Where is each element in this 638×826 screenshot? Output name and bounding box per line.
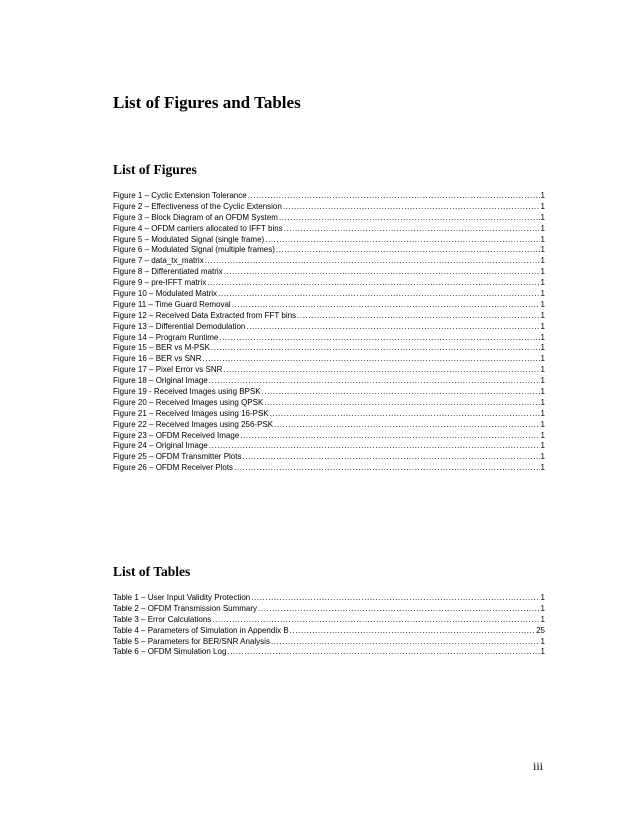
table-entry-label: Table 1 – User Input Validity Protection bbox=[113, 593, 251, 602]
figure-entry-label: Figure 25 – OFDM Transmitter Plots bbox=[113, 452, 242, 462]
figure-entry[interactable] bbox=[113, 420, 545, 431]
figure-entry[interactable] bbox=[113, 398, 545, 409]
figure-entry[interactable] bbox=[113, 202, 545, 213]
dot-leader bbox=[205, 256, 540, 267]
figure-entry[interactable] bbox=[113, 343, 545, 354]
dot-leader bbox=[212, 615, 539, 626]
figure-entry-page: 1 bbox=[540, 212, 545, 222]
figure-entry-label: Figure 7 – data_tx_matrix bbox=[113, 256, 204, 266]
figure-entry-page: 1 bbox=[540, 321, 545, 331]
tables-list bbox=[113, 593, 545, 658]
figure-entry-page: 1 bbox=[540, 289, 545, 299]
dot-leader bbox=[219, 333, 539, 344]
table-entry-page: 1 bbox=[540, 614, 545, 624]
figure-entry-label: Figure 18 – Original Image bbox=[113, 376, 208, 386]
figure-entry-label: Figure 16 – BER vs SNR bbox=[113, 354, 202, 364]
figure-entry-page: 1 bbox=[540, 408, 545, 418]
dot-leader bbox=[258, 604, 540, 615]
dot-leader bbox=[283, 202, 540, 213]
figure-entry-page: 1 bbox=[540, 299, 545, 309]
figure-entry-label: Figure 17 – Pixel Error vs SNR bbox=[113, 365, 223, 375]
dot-leader bbox=[209, 376, 540, 387]
figure-entry-label: Figure 8 – Differentiated matrix bbox=[113, 267, 223, 277]
figure-entry-page: 1 bbox=[540, 223, 545, 233]
table-entry-page: 1 bbox=[540, 593, 545, 602]
figure-entry-page: 1 bbox=[540, 387, 545, 397]
dot-leader bbox=[227, 647, 539, 658]
figures-heading: List of Figures bbox=[113, 162, 197, 177]
figure-entry-page: 1 bbox=[540, 441, 545, 451]
page-title: List of Figures and Tables bbox=[113, 93, 301, 112]
figure-entry-page: 1 bbox=[540, 397, 545, 407]
dot-leader bbox=[284, 224, 540, 235]
table-entry[interactable] bbox=[113, 626, 545, 637]
figure-entry[interactable] bbox=[113, 322, 545, 333]
dot-leader bbox=[209, 441, 540, 452]
dot-leader bbox=[246, 322, 539, 333]
figure-entry-page: 1 bbox=[540, 343, 545, 353]
figure-entry-label: Figure 26 – OFDM Receiver Plots bbox=[113, 463, 234, 473]
table-entry[interactable] bbox=[113, 593, 545, 604]
dot-leader bbox=[290, 626, 535, 637]
figure-entry-label: Figure 4 – OFDM carriers allocated to IFFT bins bbox=[113, 223, 283, 233]
figure-entry-label: Figure 24 – Original Image bbox=[113, 441, 208, 451]
figure-entry-label: Figure 5 – Modulated Signal (single frame) bbox=[113, 234, 265, 244]
dot-leader bbox=[202, 354, 539, 365]
figure-entry[interactable] bbox=[113, 278, 545, 289]
table-entry-page: 1 bbox=[540, 647, 545, 657]
figure-entry-page: 1 bbox=[540, 234, 545, 244]
dot-leader bbox=[207, 278, 539, 289]
figure-entry-label: Figure 3 – Block Diagram of an OFDM System bbox=[113, 212, 278, 222]
dot-leader bbox=[224, 267, 540, 278]
dot-leader bbox=[211, 343, 540, 354]
dot-leader bbox=[251, 593, 539, 604]
figure-entry-label: Figure 1 – Cyclic Extension Tolerance bbox=[113, 191, 247, 200]
figure-entry-page: 1 bbox=[540, 191, 545, 200]
table-entry[interactable] bbox=[113, 637, 545, 648]
dot-leader bbox=[234, 463, 540, 474]
figure-entry-label: Figure 20 – Received Images using QPSK bbox=[113, 397, 264, 407]
dot-leader bbox=[218, 289, 539, 300]
figure-entry[interactable] bbox=[113, 354, 545, 365]
figure-entry-page: 1 bbox=[540, 365, 545, 375]
figure-entry-label: Figure 11 – Time Guard Removal bbox=[113, 299, 231, 309]
figure-entry[interactable] bbox=[113, 289, 545, 300]
figure-entry-label: Figure 21 – Received Images using 16-PSK bbox=[113, 408, 269, 418]
dot-leader bbox=[279, 213, 540, 224]
figure-entry[interactable] bbox=[113, 213, 545, 224]
table-entry-label: Table 2 – OFDM Transmission Summary bbox=[113, 603, 258, 613]
figure-entry[interactable] bbox=[113, 431, 545, 442]
table-entry-page: 1 bbox=[540, 636, 545, 646]
figure-entry-page: 1 bbox=[540, 419, 545, 429]
table-entry[interactable] bbox=[113, 615, 545, 626]
dot-leader bbox=[242, 452, 539, 463]
dot-leader bbox=[240, 431, 539, 442]
table-entry-label: Table 6 – OFDM Simulation Log bbox=[113, 647, 227, 657]
page-number: iii bbox=[532, 759, 543, 773]
figures-list bbox=[113, 191, 545, 474]
figure-entry-label: Figure 13 – Differential Demodulation bbox=[113, 321, 246, 331]
figure-entry-label: Figure 12 – Received Data Extracted from FFT bins bbox=[113, 310, 297, 320]
figure-entry-label: Figure 22 – Received Images using 256-PSK bbox=[113, 419, 274, 429]
figure-entry[interactable] bbox=[113, 365, 545, 376]
dot-leader bbox=[223, 365, 539, 376]
figure-entry[interactable] bbox=[113, 333, 545, 344]
figure-entry-page: 1 bbox=[540, 376, 545, 386]
figure-entry[interactable] bbox=[113, 376, 545, 387]
figure-entry-page: 1 bbox=[540, 245, 545, 255]
table-entry-page: 25 bbox=[536, 625, 545, 635]
figure-entry-label: Figure 9 – pre-IFFT matrix bbox=[113, 278, 207, 288]
tables-heading: List of Tables bbox=[113, 564, 191, 579]
table-entry-label: Table 3 – Error Calculations bbox=[113, 614, 212, 624]
figure-entry[interactable] bbox=[113, 267, 545, 278]
figure-entry-page: 1 bbox=[540, 201, 545, 211]
figure-entry-label: Figure 10 – Modulated Matrix bbox=[113, 289, 218, 299]
figure-entry[interactable] bbox=[113, 224, 545, 235]
figure-entry-label: Figure 6 – Modulated Signal (multiple frames) bbox=[113, 245, 275, 255]
figure-entry-page: 1 bbox=[540, 430, 545, 440]
figure-entry[interactable] bbox=[113, 191, 545, 202]
figure-entry-label: Figure 19 - Received Images using BPSK bbox=[113, 387, 261, 397]
table-entry[interactable] bbox=[113, 647, 545, 658]
figure-entry-page: 1 bbox=[540, 267, 545, 277]
figure-entry[interactable] bbox=[113, 311, 545, 322]
table-entry[interactable] bbox=[113, 604, 545, 615]
figure-entry-page: 1 bbox=[540, 332, 545, 342]
dot-leader bbox=[271, 637, 540, 648]
figure-entry[interactable] bbox=[113, 245, 545, 256]
dot-leader bbox=[262, 387, 540, 398]
figure-entry[interactable] bbox=[113, 235, 545, 246]
figure-entry[interactable] bbox=[113, 463, 545, 474]
figure-entry[interactable] bbox=[113, 387, 545, 398]
figure-entry-label: Figure 14 – Program Runtime bbox=[113, 332, 219, 342]
figure-entry[interactable] bbox=[113, 300, 545, 311]
figure-entry-label: Figure 23 – OFDM Received Image bbox=[113, 430, 240, 440]
dot-leader bbox=[270, 409, 540, 420]
figure-entry-page: 1 bbox=[540, 256, 545, 266]
figure-entry-page: 1 bbox=[540, 278, 545, 288]
dot-leader bbox=[297, 311, 540, 322]
figure-entry[interactable] bbox=[113, 452, 545, 463]
table-entry-label: Table 5 – Parameters for BER/SNR Analysis bbox=[113, 636, 270, 646]
figure-entry[interactable] bbox=[113, 256, 545, 267]
figure-entry-label: Figure 15 – BER vs M-PSK bbox=[113, 343, 210, 353]
dot-leader bbox=[232, 300, 540, 311]
dot-leader bbox=[248, 191, 540, 202]
figure-entry[interactable] bbox=[113, 441, 545, 452]
figure-entry[interactable] bbox=[113, 409, 545, 420]
dot-leader bbox=[276, 245, 540, 256]
dot-leader bbox=[264, 398, 539, 409]
figure-entry-page: 1 bbox=[540, 354, 545, 364]
figure-entry-page: 1 bbox=[540, 452, 545, 462]
dot-leader bbox=[274, 420, 539, 431]
figure-entry-page: 1 bbox=[540, 310, 545, 320]
dot-leader bbox=[265, 235, 539, 246]
figure-entry-page: 1 bbox=[540, 463, 545, 473]
table-entry-page: 1 bbox=[540, 603, 545, 613]
figure-entry-label: Figure 2 – Effectiveness of the Cyclic Extension bbox=[113, 201, 282, 211]
table-entry-label: Table 4 – Parameters of Simulation in Appendix B bbox=[113, 625, 289, 635]
